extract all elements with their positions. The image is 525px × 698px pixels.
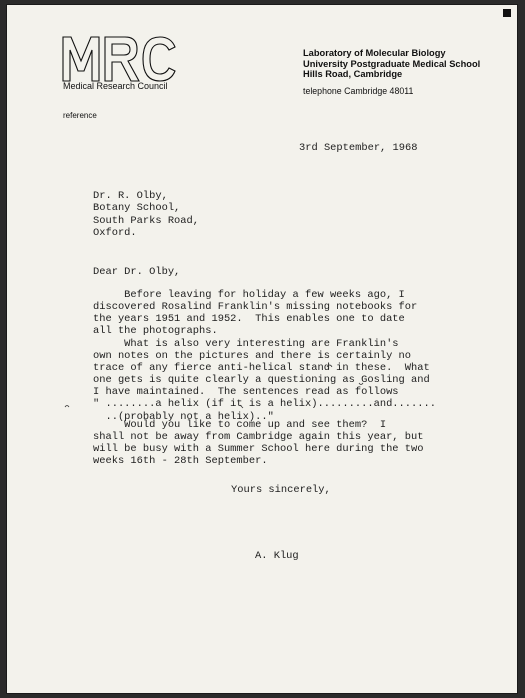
- address-line: Hills Road, Cambridge: [303, 69, 403, 79]
- recipient-line: South Parks Road,: [93, 214, 200, 227]
- paragraph-3: [93, 419, 423, 467]
- recipient-line: Dr. R. Olby,: [93, 190, 168, 202]
- body-line: weeks 16th - 28th September.: [93, 455, 268, 468]
- body-line: What is also very interesting are Franklin's: [93, 338, 399, 350]
- body-line: the years 1951 and 1952. This enables one to date: [93, 313, 405, 326]
- telephone: telephone Cambridge 48011: [303, 86, 414, 96]
- address-line: University Postgraduate Medical School: [303, 58, 481, 69]
- recipient-address: [93, 190, 199, 240]
- body-line: ..(probably not a helix)..": [93, 410, 274, 423]
- org-name: Medical Research Council: [63, 81, 168, 91]
- body-line: I have maintained. The sentences read as follows: [93, 386, 399, 399]
- letter-date: 3rd September, 1968: [299, 142, 418, 154]
- mrc-logo: [61, 33, 179, 83]
- body-line: will be busy with a Summer School here during the two: [93, 443, 424, 456]
- body-line: Would you like to come up and see them? I: [93, 419, 387, 431]
- address-line: Laboratory of Molecular Biology: [303, 48, 446, 58]
- recipient-line: Oxford.: [93, 227, 137, 240]
- body-line: own notes on the pictures and there is certainly no: [93, 350, 412, 363]
- closing: Yours sincerely,: [231, 484, 331, 496]
- signature-name: A. Klug: [255, 550, 299, 562]
- body-line: all the photographs.: [93, 325, 218, 338]
- corner-mark: [503, 9, 511, 17]
- paragraph-1: [93, 289, 417, 337]
- salutation: Dear Dr. Olby,: [93, 266, 181, 278]
- body-line: " ........a helix (if it is a helix).........and.......: [93, 398, 436, 411]
- letter-page: [6, 4, 518, 694]
- letterhead-address: [303, 48, 480, 80]
- body-line: trace of any fierce anti-helical stand in these. What: [93, 362, 430, 375]
- recipient-line: Botany School,: [93, 202, 181, 215]
- body-line: one gets is quite clearly a questioning as Gosling and: [93, 374, 430, 387]
- body-line: shall not be away from Cambridge again this year, but: [93, 431, 424, 444]
- reference-label: reference: [63, 111, 97, 120]
- paragraph-2: [93, 338, 436, 423]
- body-line: discovered Rosalind Franklin's missing notebooks for: [93, 301, 418, 314]
- body-line: Before leaving for holiday a few weeks ago, I: [93, 289, 405, 301]
